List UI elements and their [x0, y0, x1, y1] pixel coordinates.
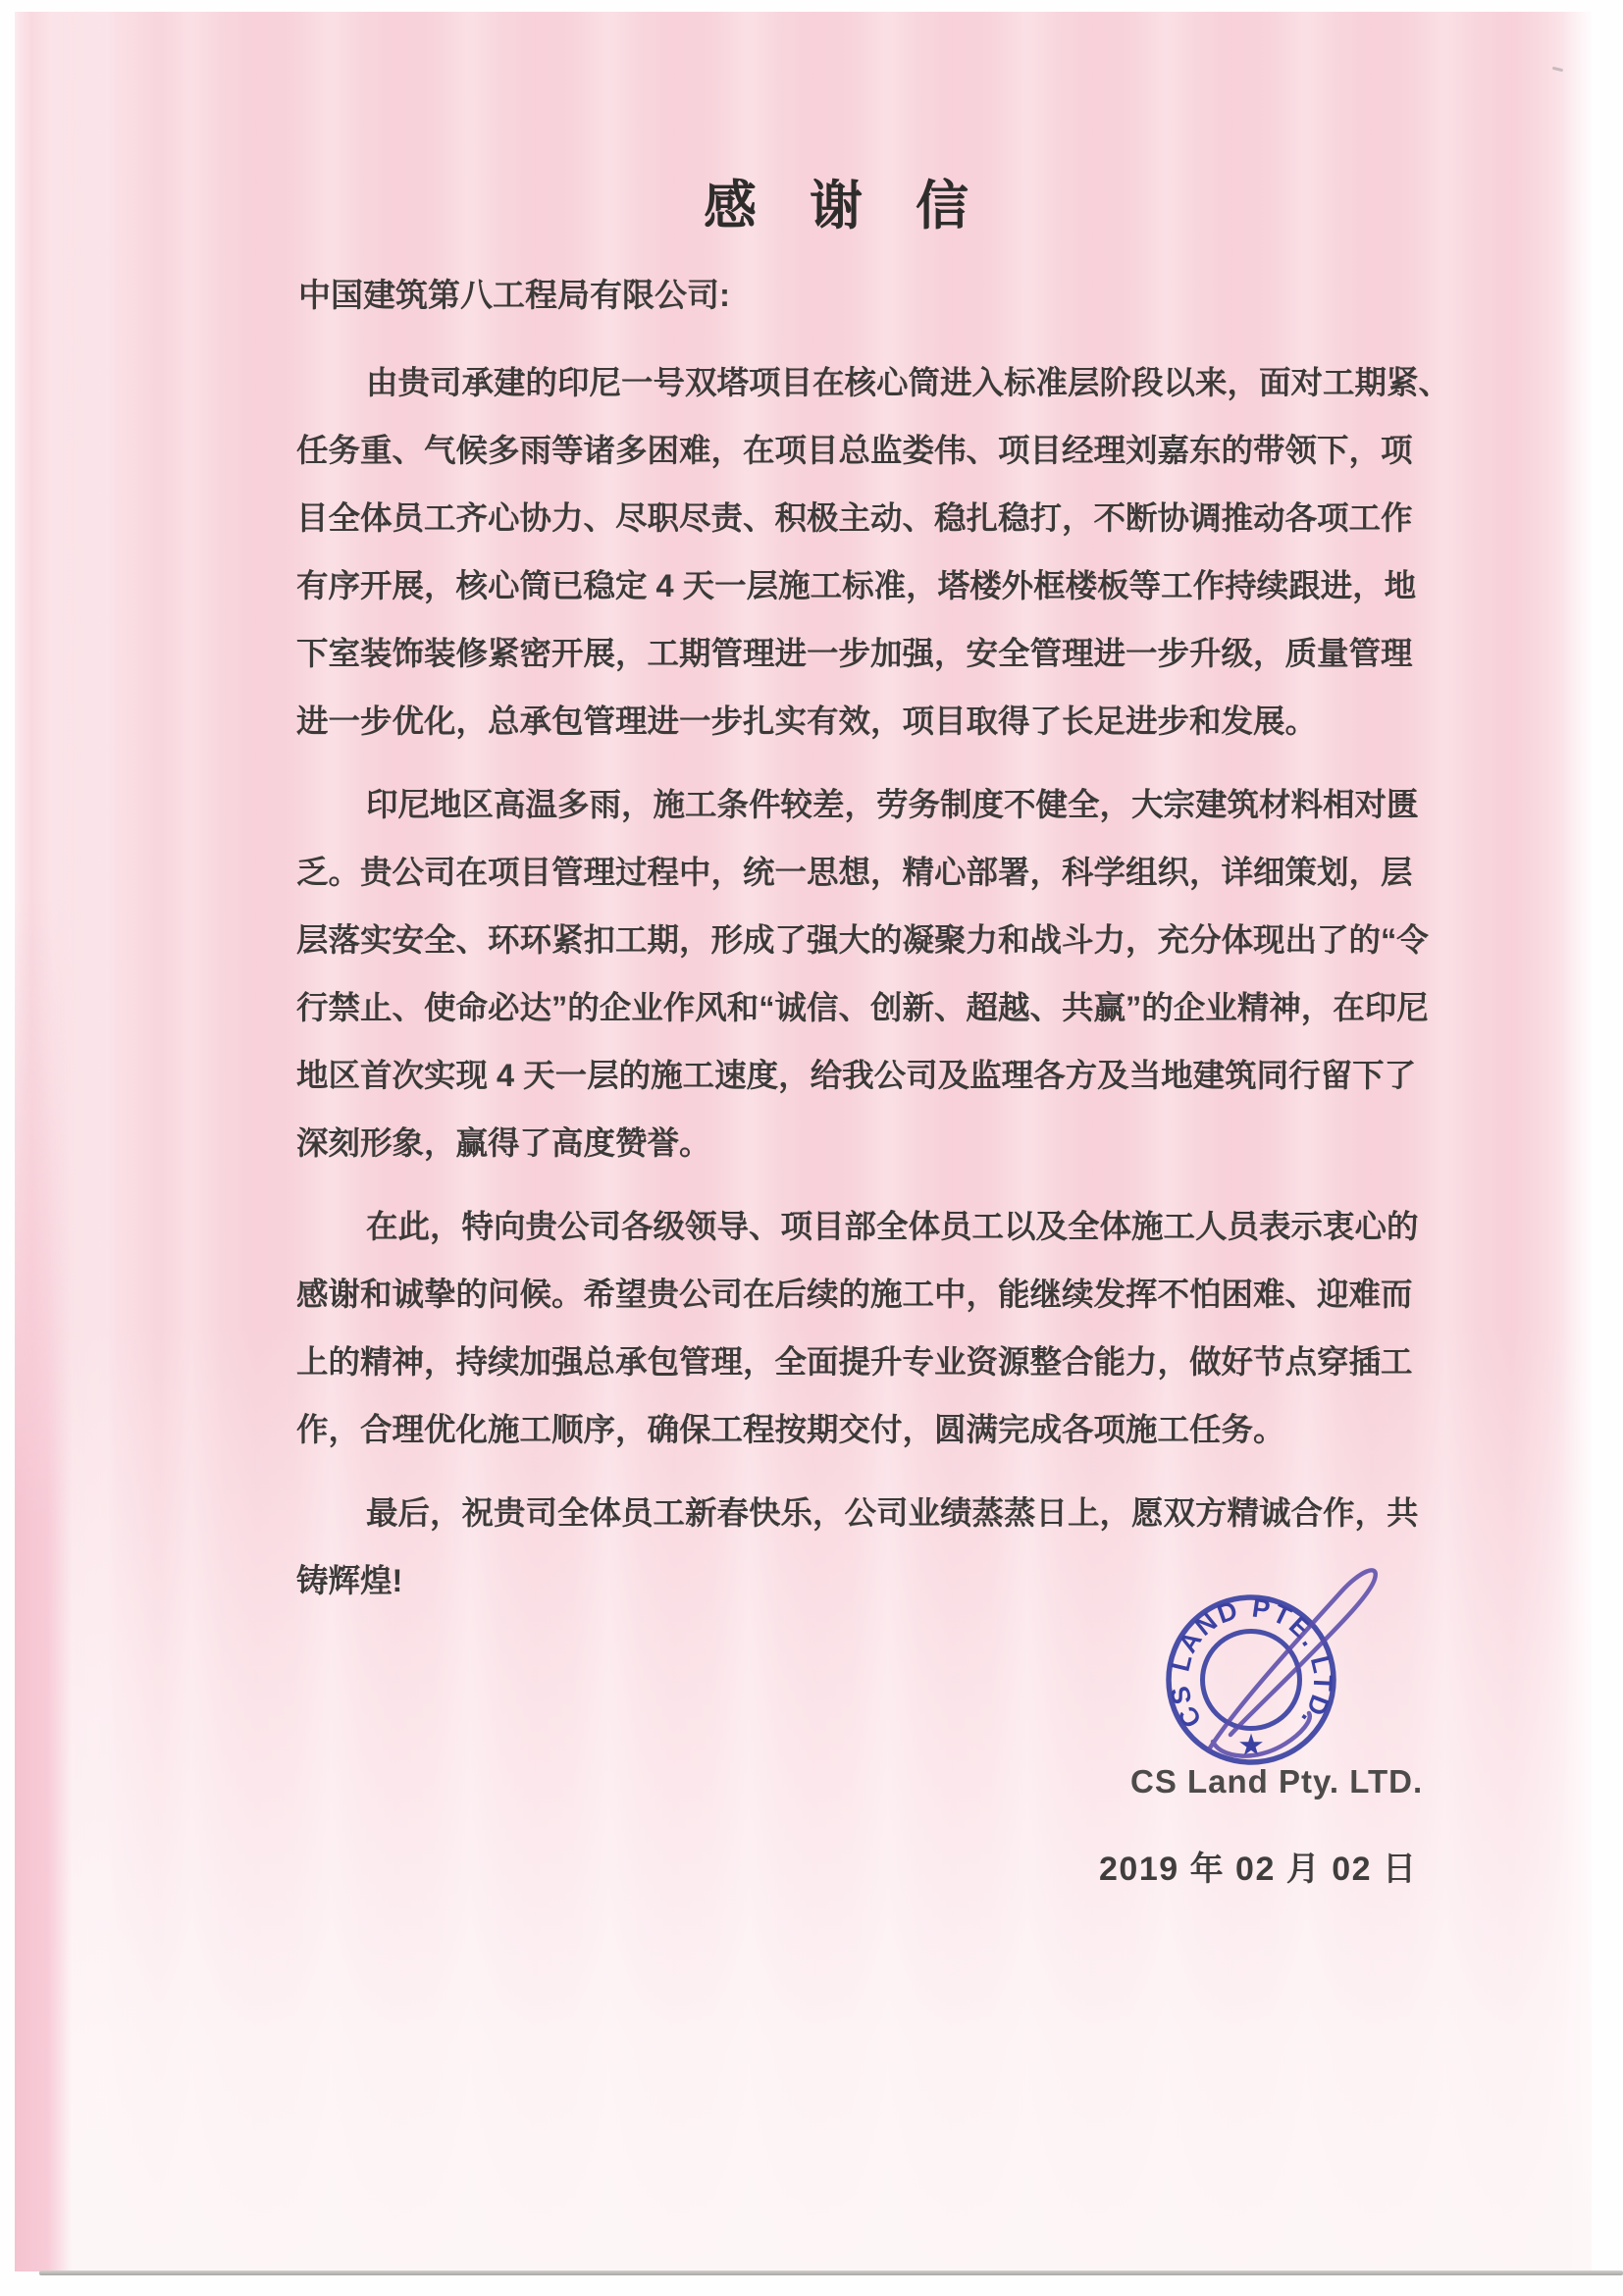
body-line: 有序开展，核心筒已稳定 4 天一层施工标准，塔楼外框楼板等工作持续跟进，地 [296, 568, 1417, 603]
body-line: 铸辉煌! [296, 1563, 403, 1598]
body-line: 上的精神，持续加强总承包管理，全面提升专业资源整合能力，做好节点穿插工 [296, 1344, 1413, 1380]
body-line: 进一步优化，总承包管理进一步扎实有效，项目取得了长足进步和发展。 [296, 704, 1318, 739]
body-line: 在此，特向贵公司各级领导、项目部全体员工以及全体施工人员表示衷心的 [366, 1209, 1419, 1244]
scan-speck [1017, 940, 1021, 945]
body-line: 任务重、气候多雨等诸多困难，在项目总监娄伟、项目经理刘嘉东的带领下，项 [296, 433, 1413, 468]
body-line: 作，合理优化施工顺序，确保工程按期交付，圆满完成各项施工任务。 [296, 1412, 1285, 1447]
body-line: 印尼地区高温多雨，施工条件较差，劳务制度不健全，大宗建筑材料相对匮 [366, 787, 1419, 822]
seal-ring-text: CS LAND PTE. LTD. [1164, 1592, 1338, 1734]
body-line: 最后，祝贵司全体员工新春快乐，公司业绩蒸蒸日上，愿双方精诚合作，共 [366, 1495, 1419, 1531]
body-line: 乏。贵公司在项目管理过程中，统一思想，精心部署，科学组织，详细策划，层 [296, 855, 1413, 890]
signature-company: CS Land Pty. LTD. [1130, 1763, 1424, 1800]
paper-edge-shadow [39, 2270, 1623, 2275]
body-line: 下室装饰装修紧密开展，工期管理进一步加强，安全管理进一步升级，质量管理 [296, 636, 1413, 671]
body-line: 感谢和诚挚的问候。希望贵公司在后续的施工中，能继续发挥不怕困难、迎难而 [296, 1277, 1413, 1312]
body-line: 由贵司承建的印尼一号双塔项目在核心筒进入标准层阶段以来，面对工期紧、 [366, 365, 1451, 400]
body-line: 深刻形象，赢得了高度赞誉。 [296, 1125, 711, 1161]
salutation: 中国建筑第八工程局有限公司: [298, 277, 730, 313]
body-line: 层落实安全、环环紧扣工期，形成了强大的凝聚力和战斗力，充分体现出了的“令 [296, 922, 1429, 958]
body-line: 目全体员工齐心协力、尽职尽责、积极主动、稳扎稳打，不断协调推动各项工作 [296, 500, 1413, 536]
body-line: 地区首次实现 4 天一层的施工速度，给我公司及监理各方及当地建筑同行留下了 [296, 1058, 1417, 1093]
signature-date: 2019 年 02 月 02 日 [1099, 1851, 1418, 1888]
letter-title: 感 谢 信 [704, 177, 969, 235]
star-icon: ★ [1237, 1728, 1265, 1763]
body-line: 行禁止、使命必达”的企业作风和“诚信、创新、超越、共赢”的企业精神，在印尼 [296, 990, 1429, 1025]
